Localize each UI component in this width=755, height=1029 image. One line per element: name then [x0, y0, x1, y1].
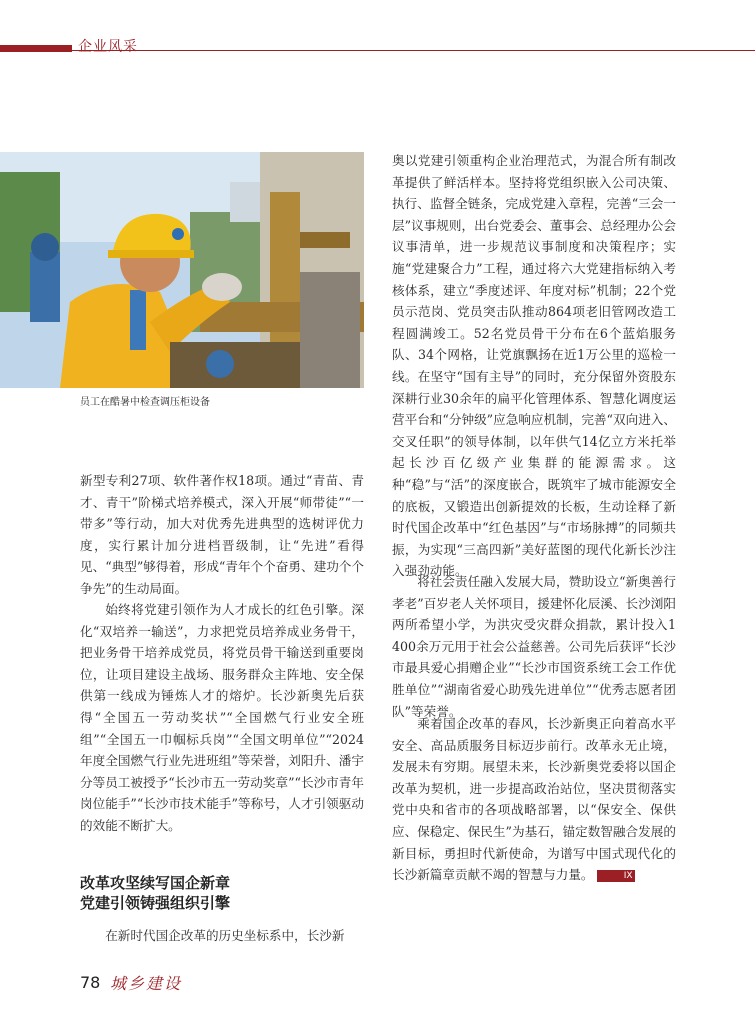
right-paragraph-2: 将社会责任融入发展大局，赞助设立“新奥善行孝老”百岁老人关怀项目，援建怀化辰溪、长沙浏阳两所希望小学，为洪灾受灾群众捐款，累计投入1 400余万元用于社会公益慈善。公司先后获评“长沙市最具爱心捐赠企业”“长沙市国资系统工会工作优胜单位”“湖南省爱心助残先进单位”“优秀志愿者团队”等荣誉。: [392, 574, 676, 719]
right-paragraph-3-text: 乘着国企改革的春风，长沙新奥正向着高水平安全、高品质服务目标迈步前行。改革永无止境，发展未有穷期。展望未来，长沙新奥党委将以国企改革为契机，进一步提高政治站位，坚决贯彻落实党中央和省市的各项战略部署，以“保安全、保供应、保稳定、保民生”为基石，锚定数智融合发展的新目标，勇担时代新使命，为谱写中国式现代化的长沙新篇章贡献不竭的智慧与力量。: [392, 716, 676, 883]
left-paragraph-3: 在新时代国企改革的历史坐标系中，长沙新: [105, 928, 345, 943]
page-number: 78: [80, 973, 101, 992]
magazine-logo: 城乡建设: [110, 974, 183, 993]
section-label: 企业风采: [78, 39, 138, 55]
end-mark-icon: IX: [597, 870, 635, 882]
worker-inspecting-regulator-illustration: [0, 152, 364, 388]
right-paragraph-1: 奥以党建引领重构企业治理范式，为混合所有制改革提供了鲜活样本。坚持将党组织嵌入公司决策、执行、监督全链条，完成党建入章程，完善“三会一层”议事规则，出台党委会、董事会、总经理办公会议事清单，进一步规范议事制度和决策程序；实施“党建聚合力”工程，通过将六大党建指标纳入考核体系，建立“季度述评、年度对标”机制；22个党员示范岗、党员突击队推动864项老旧管网改造工程圆满竣工。52名党员骨干分布在6个蓝焰服务队、34个网格，让党旗飘扬在近1万公里的巡检一线。在坚守“国有主导”的同时，充分保留外资股东深耕行业30余年的扁平化管理体系、智慧化调度运营平台和“分钟级”应急响应机制，完善“双向进入、交叉任职”的领导体制，以年供气14亿立方米托举起长沙百亿级产业集群的能源需求。这种“稳”与“活”的深度嵌合，既筑牢了城市能源安全的底板，又锻造出创新提效的长板，生动诠释了新时代国企改革中“红色基因”与“市场脉搏”的同频共振，为实现“三高四新”美好蓝图的现代化新长沙注入强劲动能。: [392, 153, 676, 579]
left-paragraph-2: 始终将党建引领作为人才成长的红色引擎。深化“双培养一输送”，力求把党员培养成业务骨干，把业务骨干培养成党员，将党员骨干输送到重要岗位，让项目建设主战场、服务群众主阵地、安全保供第一线成为锤炼人才的熔炉。长沙新奥先后获得“全国五一劳动奖状”“全国燃气行业安全班组”“全国五一巾帼标兵岗”“全国文明单位”“2024年度全国燃气行业先进班组”等荣誉，刘阳升、潘宇分等员工被授予“长沙市五一劳动奖章”“长沙市青年岗位能手”“长沙市技术能手”等称号，人才引领驱动的效能不断扩大。: [80, 602, 364, 833]
section-heading-line-2: 党建引领铸强组织引擎: [80, 894, 231, 912]
header-accent-bar: [0, 45, 72, 52]
section-heading-line-1: 改革攻坚续写国企新章: [80, 874, 231, 892]
photo-caption: 员工在酷暑中检查调压柜设备: [80, 397, 210, 408]
left-paragraph-1: 新型专利27项、软件著作权18项。通过“青苗、青才、青干”阶梯式培养模式，深入开展“师带徒”“一带多”等行动，加大对优秀先进典型的选树评优力度，实行累计加分进档晋级制，让“先进”看得见、“典型”够得着，形成“青年个个奋勇、建功个个争先”的生动局面。: [80, 473, 364, 596]
header-rule: [72, 50, 755, 51]
right-paragraph-3: [392, 713, 676, 886]
worker-photo: [0, 152, 364, 388]
section-heading: [80, 873, 230, 913]
